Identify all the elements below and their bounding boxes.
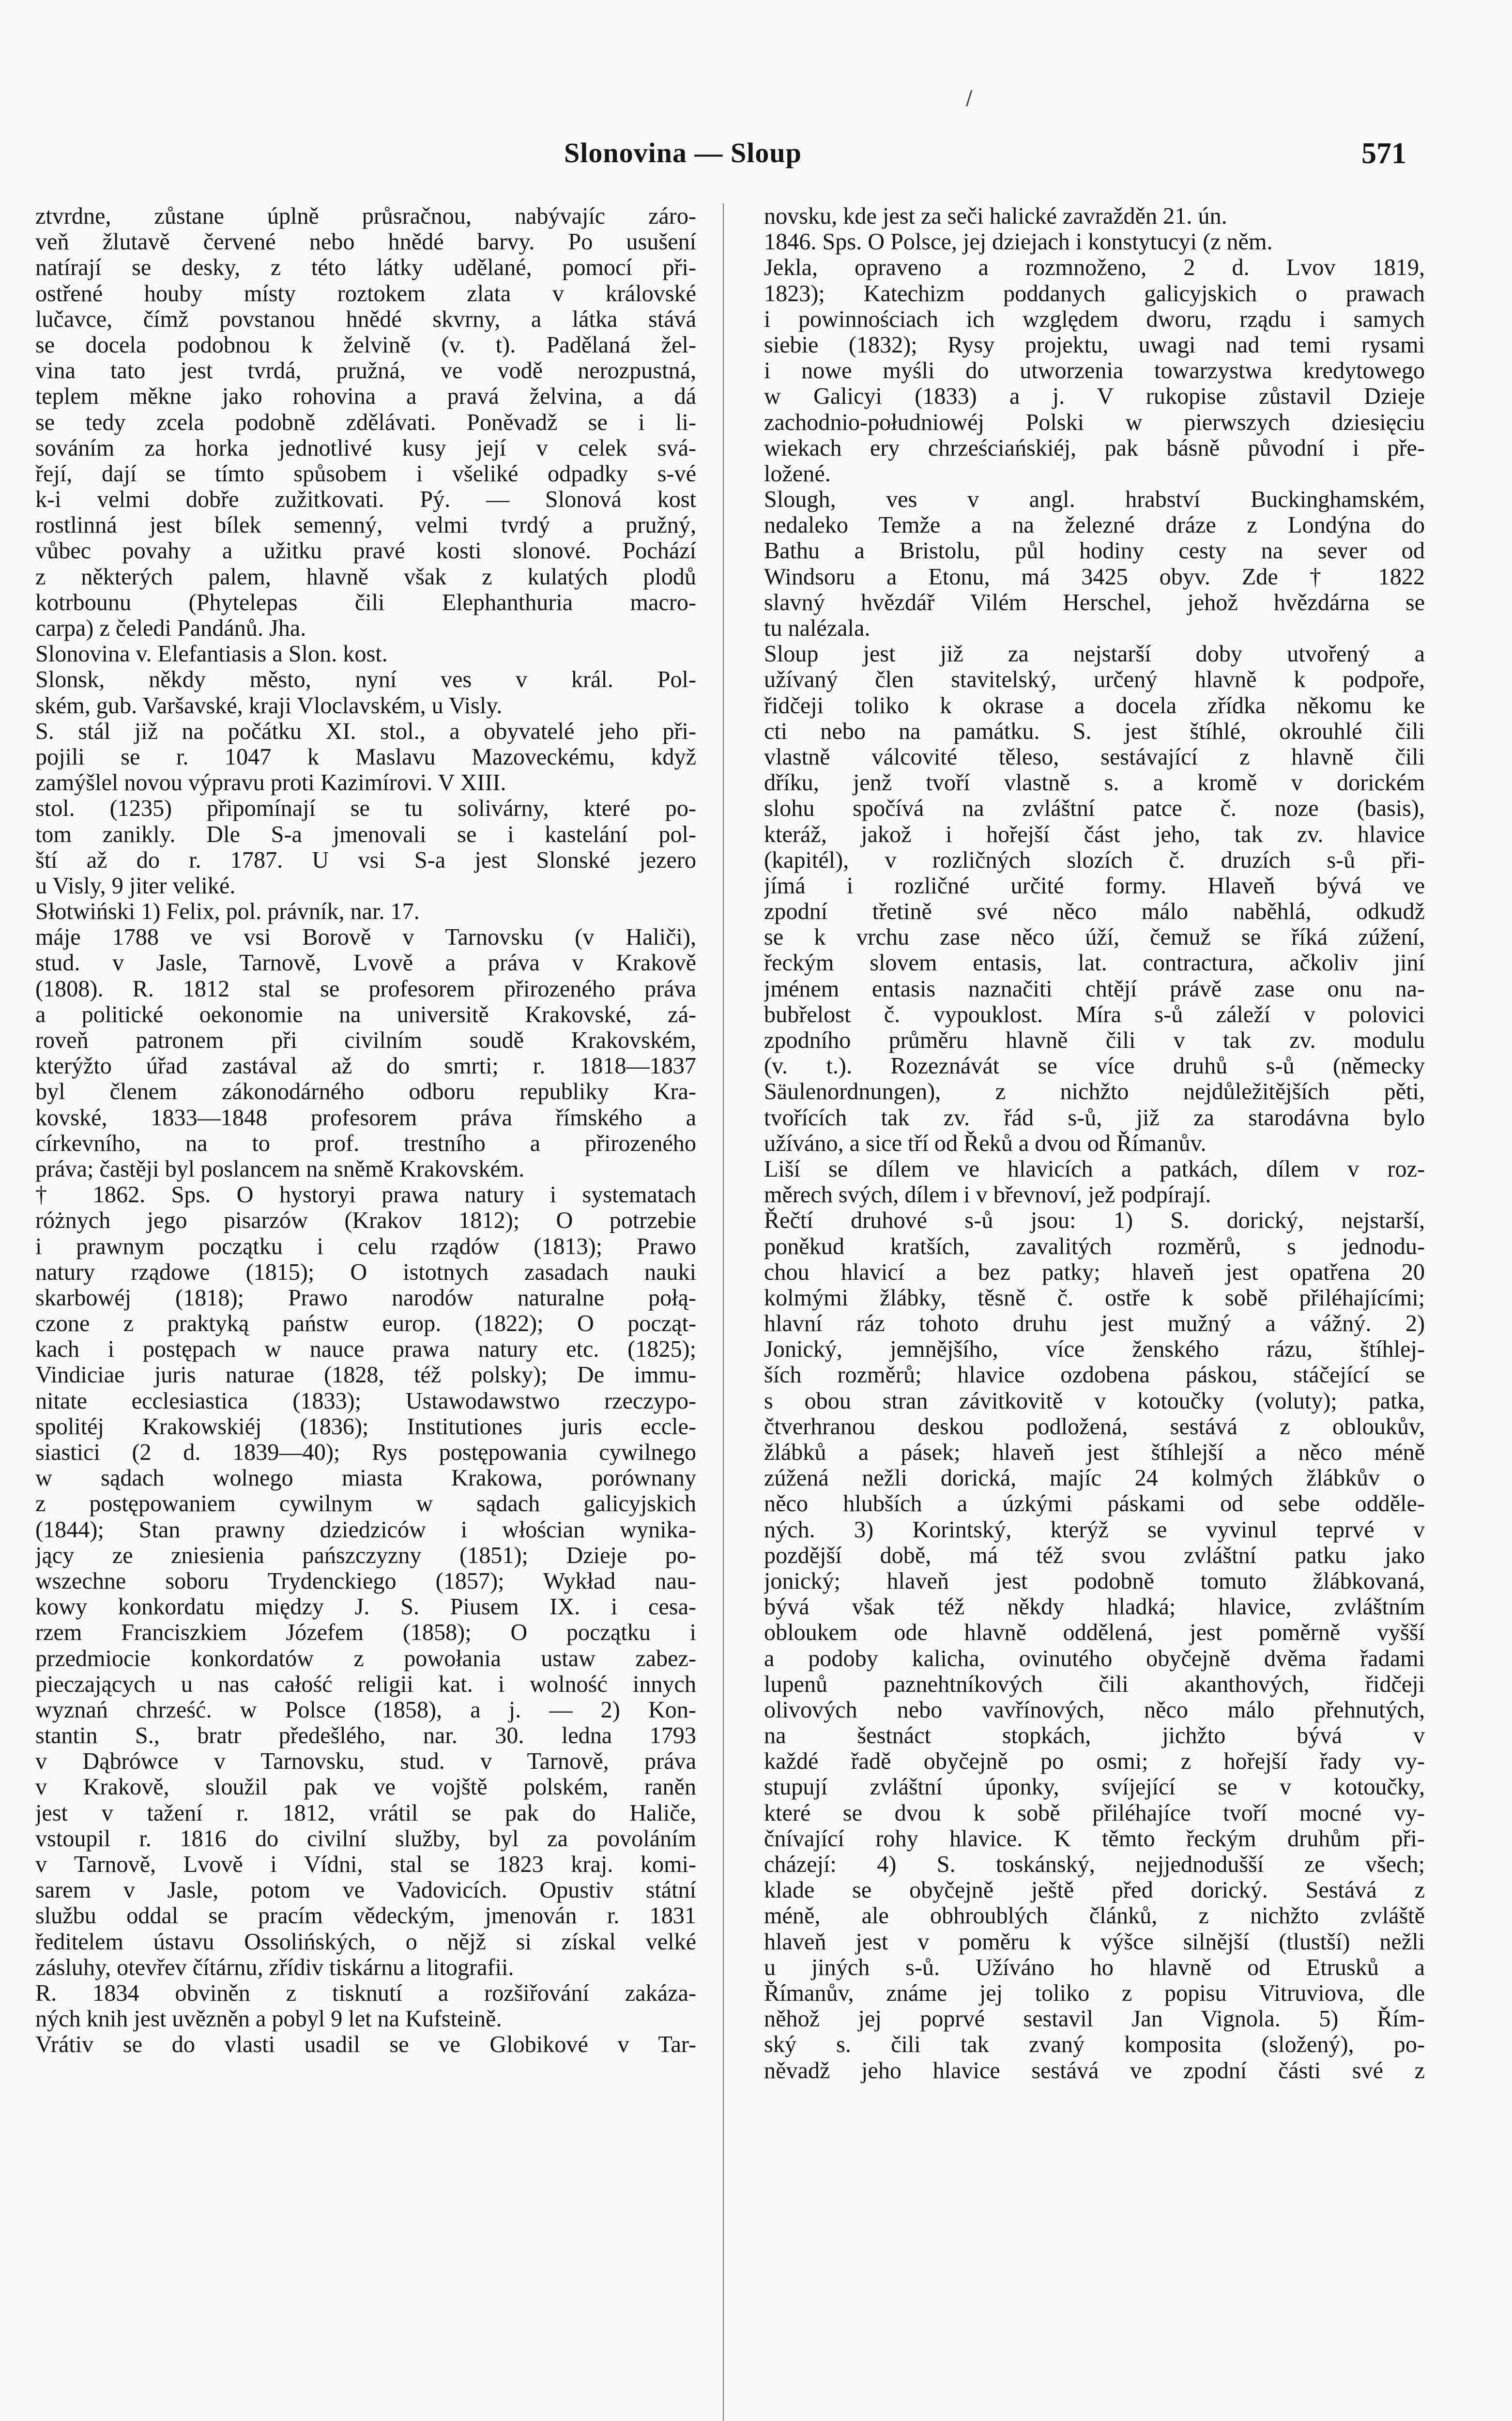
handwritten-mark: /	[966, 87, 973, 109]
left-column-line: v Dąbrówce v Tarnovsku, stud. v Tarnově, práva	[35, 1748, 696, 1775]
left-column-line: v Tarnově, Lvově i Vídni, stal se 1823 kraj. komi-	[35, 1852, 696, 1877]
left-column-line: sarem v Jasle, potom ve Vadovicích. Opustiv státní	[35, 1877, 696, 1903]
left-column-line: natírají se desky, z této látky udělané, pomocí při-	[35, 255, 696, 281]
right-column-line: bubřelost č. vypouklost. Míra s-ů záleží v polovici	[764, 1001, 1425, 1027]
left-column-line: z některých palem, hlavně však z kulatých plodů	[35, 564, 696, 590]
left-column-line: (1808). R. 1812 stal se profesorem přirozeného práva	[35, 976, 696, 1002]
right-column-line: tvořících tak zv. řád s-ů, již za starodávna bylo	[764, 1104, 1425, 1131]
left-column-line: Słotwiński 1) Felix, pol. právník, nar. 17.	[35, 899, 420, 925]
left-column-line: zásluhy, otevřev čítárnu, zřídiv tiskárnu a litografii.	[35, 1954, 514, 1980]
right-column-line: každé řadě obyčejně po osmi; z hořejší řady vy-	[764, 1748, 1425, 1775]
right-column-line: zpodního průměru hlavně čili v tak zv. modulu	[764, 1027, 1425, 1053]
right-column-line: stupují zvláštní úponky, svíjející se v kotoučky,	[764, 1774, 1425, 1800]
left-column-line: ští až do r. 1787. U vsi S-a jest Slonské jezero	[35, 847, 696, 873]
left-column-line: kterýžto úřad zastával až do smrti; r. 1818—1837	[35, 1053, 696, 1079]
right-column-line: obloukem ode hlavně oddělená, jest poměrně vyšší	[764, 1620, 1425, 1646]
right-column-line: i powinnościach ich względem dworu, rządu i samych	[764, 306, 1425, 332]
right-column-line: Římanův, známe jej toliko z popisu Vitruviova, dle	[764, 1980, 1425, 2006]
left-column-line: vina tato jest tvrdá, pružná, ve vodě nerozpustná,	[35, 358, 696, 384]
right-column-line: ložené.	[764, 460, 831, 487]
left-column-line: kovské, 1833—1848 profesorem práva římského a	[35, 1104, 696, 1131]
left-column-line: sováním za horka jednotlivé kusy její v celek svá-	[35, 435, 696, 461]
left-column-line: v Krakově, sloužil pak ve vojště polském, raněn	[35, 1774, 696, 1800]
right-column-line: něco hlubších a úzkými páskami od sebe odděle-	[764, 1491, 1425, 1517]
right-column-line: řeckým slovem entasis, lat. contractura, ačkoliv jiní	[764, 950, 1425, 976]
left-column-line: jący ze zniesienia pańszczyzny (1851); Dzieje po-	[35, 1542, 696, 1568]
right-column-line: dříku, jenž tvoří vlastně s. a kromě v dorickém	[764, 770, 1425, 796]
right-column-line: ších rozměrů; hlavice ozdobena páskou, stáčející se	[764, 1362, 1425, 1388]
right-column-line: olivových nebo vavřínových, něco málo přehnutých,	[764, 1697, 1425, 1723]
left-column-line: jest v tažení r. 1812, vrátil se pak do Haliče,	[35, 1800, 696, 1826]
left-column-line: práva; častěji byl poslancem na sněmě Krakovském.	[35, 1156, 525, 1182]
left-column-line: veň žlutavě červené nebo hnědé barvy. Po usušení	[35, 229, 696, 255]
left-column-line: i prawnym początku i celu rządów (1813); Prawo	[35, 1233, 696, 1259]
right-column-line: novsku, kde jest za seči halické zavražděn 21. ún.	[764, 203, 1227, 229]
right-column-line: hlaveň jest v poměru k výšce silnější (tlustší) nežli	[764, 1929, 1425, 1955]
left-column-line: spolitéj Krakowskiéj (1836); Institutiones juris eccle-	[35, 1413, 696, 1440]
right-column-line: vlastně válcovité těleso, sestávající z hlavně čili	[764, 744, 1425, 770]
right-column-line: siebie (1832); Rysy projektu, uwagi nad temi rysami	[764, 332, 1425, 358]
left-column-line: różnych jego pisarzów (Krakov 1812); O potrzebie	[35, 1208, 696, 1234]
left-column-line: zamýšlel novou výpravu proti Kazimírovi. V XIII.	[35, 770, 506, 796]
right-text-column	[764, 203, 1425, 2421]
left-column-line: Slonsk, někdy město, nyní ves v král. Pol-	[35, 667, 696, 693]
right-column-line: ský s. čili tak zvaný komposita (složený), po-	[764, 2032, 1425, 2058]
right-column-line: lupenů paznehtníkových čili akanthových, řidčeji	[764, 1671, 1425, 1697]
left-column-line: vůbec povahy a užitku pravé kosti slonové. Pochází	[35, 538, 696, 564]
right-column-line: slohu spočívá na zvláštní patce č. noze (basis),	[764, 796, 1425, 822]
left-column-line: Slonovina v. Elefantiasis a Slon. kost.	[35, 641, 388, 667]
right-column-line: jménem entasis naznačiti chtějí právě zase onu na-	[764, 976, 1425, 1002]
right-column-line: čnívající rohy hlavice. K těmto řeckým druhům při-	[764, 1825, 1425, 1852]
left-column-line: se tedy zcela podobně zdělávati. Poněvadž se i li-	[35, 409, 696, 435]
left-column-line: stud. v Jasle, Tarnově, Lvově a práva v Krakově	[35, 950, 696, 976]
left-column-line: lučavce, čímž povstanou hnědé skvrny, a látka stává	[35, 306, 696, 332]
right-column-line: méně, ale obhroublých článků, z nichžto zvláště	[764, 1903, 1425, 1929]
left-column-line: ných knih jest uvězněn a pobyl 9 let na Kufsteině.	[35, 2006, 502, 2032]
left-column-line: S. stál již na počátku XI. stol., a obyvatelé jeho při-	[35, 718, 696, 744]
left-column-line: se docela podobnou k želvině (v. t). Padělaná žel-	[35, 332, 696, 358]
right-column-line: jonický; hlaveň jest podobně tomuto žlábkovaná,	[764, 1568, 1425, 1594]
right-column-line: čtverhranou deskou podložená, sestává z obloukův,	[764, 1413, 1425, 1440]
left-column-line: Vrátiv se do vlasti usadil se ve Globikové v Tar-	[35, 2032, 696, 2058]
right-column-line: u jiných s-ů. Užíváno ho hlavně od Etrusků a	[764, 1954, 1425, 1980]
right-column-line: (v. t.). Rozeznávát se více druhů s-ů (německy	[764, 1053, 1425, 1079]
left-column-line: rzem Franciszkiem Józefem (1858); O początku i	[35, 1620, 696, 1646]
right-column-line: (kapitél), v rozličných slozích č. druzích s-ů při-	[764, 847, 1425, 873]
left-column-line: nitate ecclesiastica (1833); Ustawodawstwo rzeczypo-	[35, 1388, 696, 1414]
right-column-line: něhož jej poprvé sestavil Jan Vignola. 5) Řím-	[764, 2006, 1425, 2032]
right-column-line: nedaleko Temže a na železné dráze z Londýna do	[764, 512, 1425, 538]
left-column-line: ředitelem ústavu Ossolińských, o nějž si získal velké	[35, 1929, 696, 1955]
left-column-line: pojili se r. 1047 k Maslavu Mazoveckému, když	[35, 744, 696, 770]
left-column-line: kowy konkordatu między J. S. Piusem IX. i cesa-	[35, 1594, 696, 1620]
right-column-line: 1846. Sps. O Polsce, jej dziejach i konstytucyi (z něm.	[764, 229, 1273, 255]
right-column-line: Windsoru a Etonu, má 3425 obyv. Zde † 1822	[764, 564, 1425, 590]
right-column-line: Liší se dílem ve hlavicích a patkách, dílem v roz-	[764, 1156, 1425, 1182]
left-column-line: pieczających u nas całość religii kat. i wolność innych	[35, 1671, 696, 1697]
right-column-line: Slough, ves v angl. hrabství Buckinghamském,	[764, 487, 1425, 513]
left-column-line: církevního, na to prof. trestního a přirozeného	[35, 1130, 696, 1156]
left-column-line: R. 1834 obviněn z tisknutí a rozšiřování zakáza-	[35, 1980, 696, 2006]
right-column-line: na šestnáct stopkách, jichžto bývá v	[764, 1723, 1425, 1749]
right-column-line: Jonický, jemnějšího, více ženského rázu, štíhlej-	[764, 1336, 1425, 1363]
left-column-line: k-i velmi dobře zužitkovati. Pý. — Slonová kost	[35, 487, 696, 513]
left-column-line: Vindiciae juris naturae (1828, též polsky); De immu-	[35, 1362, 696, 1388]
right-column-line: zpodní třetině své něco málo naběhlá, odkudž	[764, 899, 1425, 925]
right-column-line: Bathu a Bristolu, půl hodiny cesty na sever od	[764, 538, 1425, 564]
left-column-line: † 1862. Sps. O hystoryi prawa natury i systematach	[35, 1182, 696, 1208]
left-column-line: wyznań chrześć. w Polsce (1858), a j. — 2) Kon-	[35, 1697, 696, 1723]
left-text-column	[35, 203, 696, 2421]
right-column-line: žlábků a pásek; hlaveň jest štíhlejší a něco méně	[764, 1440, 1425, 1465]
right-column-line: které se dvou k sobě přiléhajíce tvoří mocné vy-	[764, 1800, 1425, 1826]
right-column-line: řidčeji toliko k okrase a docela zřídka někomu ke	[764, 692, 1425, 719]
left-column-line: carpa) z čeledi Pandánů. Jha.	[35, 615, 306, 641]
running-head: Slonovina — Sloup	[564, 137, 802, 169]
left-column-line: byl členem zákonodárného odboru republiky Kra-	[35, 1079, 696, 1105]
right-column-line: w Galicyi (1833) a j. V rukopise zůstavil Dzieje	[764, 383, 1425, 410]
right-column-line: i nowe myśli do utworzenia towarzystwa kredytowego	[764, 358, 1425, 384]
right-column-line: cházejí: 4) S. toskánský, nejjednodušší ze všech;	[764, 1852, 1425, 1877]
left-column-line: kotrbounu (Phytelepas čili Elephanthuria macro-	[35, 589, 696, 615]
right-column-line: poněkud kratších, zavalitých rozměrů, s jednodu-	[764, 1233, 1425, 1259]
left-column-line: w sądach wolnego miasta Krakowa, porównany	[35, 1465, 696, 1491]
left-column-line: vstoupil r. 1816 do civilní služby, byl za povoláním	[35, 1825, 696, 1852]
left-column-line: máje 1788 ve vsi Borově v Tarnovsku (v Haliči),	[35, 924, 696, 950]
left-column-line: z postępowaniem cywilnym w sądach galicyjskich	[35, 1491, 696, 1517]
right-column-line: chou hlavicí a bez patky; hlaveň jest opatřena 20	[764, 1259, 1425, 1285]
right-column-line: užívaný člen stavitelský, určený hlavně k podpoře,	[764, 667, 1425, 693]
left-column-line: u Visly, 9 jiter veliké.	[35, 873, 236, 899]
left-column-line: rostlinná jest bílek semenný, velmi tvrdý a pružný,	[35, 512, 696, 538]
left-column-line: (1844); Stan prawny dziedziców i włościan wynika-	[35, 1517, 696, 1543]
left-column-line: tom zanikly. Dle S-a jmenovali se i kastelání pol-	[35, 821, 696, 847]
left-column-line: kach i postępach w nauce prawa natury etc. (1825);	[35, 1336, 696, 1363]
left-column-line: siastici (2 d. 1839—40); Rys postępowania cywilnego	[35, 1440, 696, 1465]
right-column-line: wiekach ery chrześciańskiéj, pak básně původní i pře-	[764, 435, 1425, 461]
right-column-line: kteráž, jakož i hořejší část jeho, tak zv. hlavice	[764, 821, 1425, 847]
right-column-line: s obou stran závitkovitě v kotoučky (voluty); patka,	[764, 1388, 1425, 1414]
left-column-line: řejí, dají se tímto spůsobem i všeliké odpadky s-vé	[35, 460, 696, 487]
left-column-line: wszechne soboru Trydenckiego (1857); Wykład nau-	[35, 1568, 696, 1594]
right-column-line: klade se obyčejně ještě před dorický. Sestává z	[764, 1877, 1425, 1903]
right-column-line: slavný hvězdář Vilém Herschel, jehož hvězdárna se	[764, 589, 1425, 615]
left-column-line: a politické oekonomie na universitě Krakovské, zá-	[35, 1001, 696, 1027]
right-column-line: pozdější době, má též svou zvláštní patku jako	[764, 1542, 1425, 1568]
right-column-line: Řečtí druhové s-ů jsou: 1) S. dorický, nejstarší,	[764, 1208, 1425, 1234]
right-column-line: hlavní ráz tohoto druhu jest mužný a vážný. 2)	[764, 1311, 1425, 1337]
left-column-line: ztvrdne, zůstane úplně průsračnou, nabývajíc záro-	[35, 203, 696, 229]
page-number: 571	[1361, 137, 1406, 170]
column-divider	[723, 203, 724, 2421]
left-column-line: czone z praktyką państw europ. (1822); O począt-	[35, 1311, 696, 1337]
right-column-line: cti nebo na památku. S. jest štíhlé, okrouhlé čili	[764, 718, 1425, 744]
right-column-line: 1823); Katechizm poddanych galicyjskich o prawach	[764, 280, 1425, 306]
right-column-line: něvadž jeho hlavice sestává ve zpodní části své z	[764, 2057, 1425, 2084]
left-column-line: skarbowéj (1818); Prawo narodów naturalne połą-	[35, 1285, 696, 1311]
left-column-line: stantin S., bratr předešlého, nar. 30. ledna 1793	[35, 1723, 696, 1749]
left-column-line: ostřené houby místy roztokem zlata v královské	[35, 280, 696, 306]
left-column-line: natury rządowe (1815); O istotnych zasadach nauki	[35, 1259, 696, 1285]
right-column-line: jímá i rozličné určité formy. Hlaveň bývá ve	[764, 873, 1425, 899]
right-column-line: bývá však též někdy hladká; hlavice, zvláštním	[764, 1594, 1425, 1620]
right-column-line: tu nalézala.	[764, 615, 871, 641]
right-column-line: se k vrchu zase něco úží, čemuž se říká zúžení,	[764, 924, 1425, 950]
right-column-line: zúžená nežli dorická, majíc 24 kolmých žlábkův o	[764, 1465, 1425, 1491]
right-column-line: ných. 3) Korintský, kterýž se vyvinul teprvé v	[764, 1517, 1425, 1543]
left-column-line: stol. (1235) připomínají se tu solivárny, které po-	[35, 796, 696, 822]
right-column-line: Jekla, opraveno a rozmnoženo, 2 d. Lvov 1819,	[764, 255, 1425, 281]
right-column-line: měrech svých, dílem i v břevnoví, jež podpírají.	[764, 1182, 1211, 1208]
right-column-line: zachodnio-południowéj Polski w pierwszych dziesięciu	[764, 409, 1425, 435]
left-column-line: przedmiocie konkordatów z powołania ustaw zabez-	[35, 1645, 696, 1671]
right-column-line: a podoby kalicha, ovinutého obyčejně dvěma řadami	[764, 1645, 1425, 1671]
left-column-line: službu oddal se pracím vědeckým, jmenován r. 1831	[35, 1903, 696, 1929]
right-column-line: Sloup jest již za nejstarší doby utvořený a	[764, 641, 1425, 667]
right-column-line: kolmými žlábky, těsně č. ostře k sobě přiléhajícími;	[764, 1285, 1425, 1311]
left-column-line: ském, gub. Varšavské, kraji Vloclavském, u Visly.	[35, 692, 503, 719]
right-column-line: užíváno, a sice tří od Řeků a dvou od Římanův.	[764, 1130, 1207, 1156]
right-column-line: Säulenordnungen), z nichžto nejdůležitějších pěti,	[764, 1079, 1425, 1105]
left-column-line: roveň patronem při civilním soudě Krakovském,	[35, 1027, 696, 1053]
left-column-line: teplem měkne jako rohovina a pravá želvina, a dá	[35, 383, 696, 410]
